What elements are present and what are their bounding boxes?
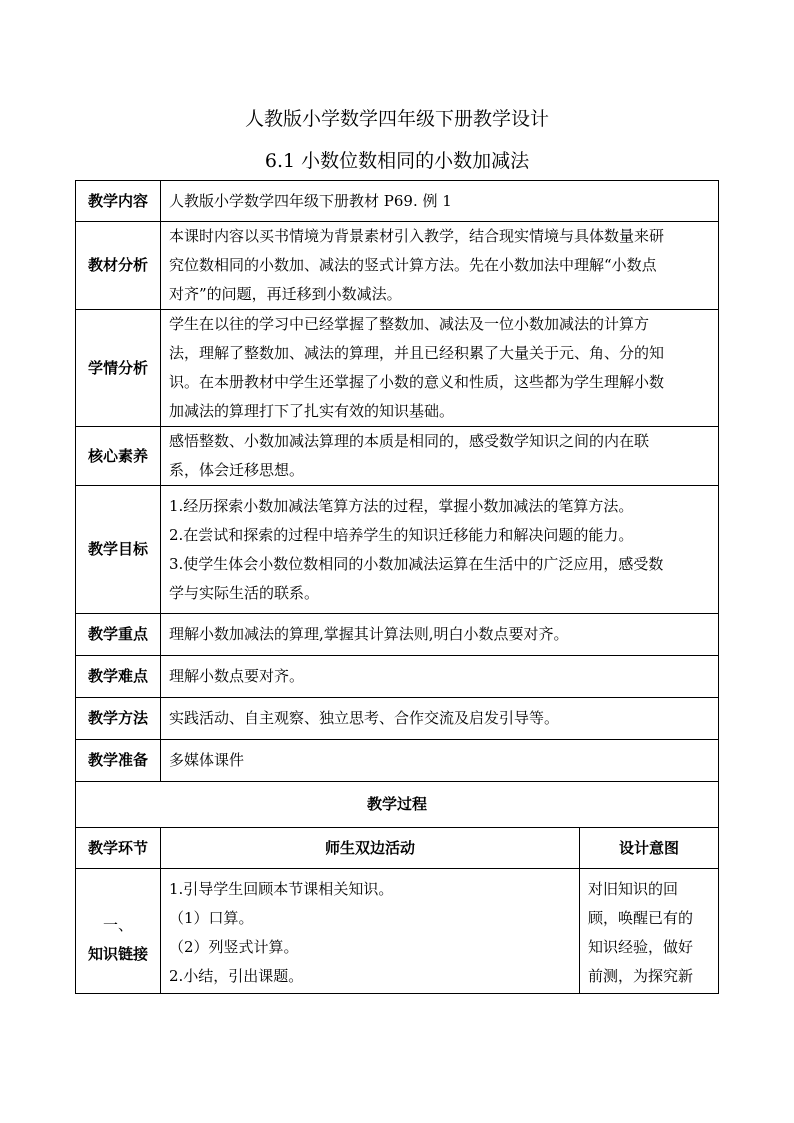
row-value [161,656,719,698]
stage-cell [76,869,161,994]
text-line: （2）列竖式计算。 [169,938,299,956]
activity-cell [161,869,580,994]
text-line: 对旧知识的回 [588,880,679,898]
row-knowledge-link [76,869,719,994]
text-line: 顾，唤醒已有的 [588,909,694,927]
row-teaching-methods [76,698,719,740]
text-line: 系，体会迁移思想。 [169,461,305,479]
text-line: 3.使学生体会小数位数相同的小数加减法运算在生活中的广泛应用，感受数 [169,554,664,573]
text-line: 2.在尝试和探索的过程中培养学生的知识迁移能力和解决问题的能力。 [169,525,634,544]
row-process-title [76,782,719,828]
intent-cell [580,869,719,994]
row-label: 教学目标 [76,486,161,614]
stage-number: 一、 [102,916,133,934]
row-key-points [76,614,719,656]
row-teaching-content [76,181,719,222]
row-teaching-goals [76,486,719,614]
header-stage: 教学环节 [76,828,161,869]
lesson-subtitle: 6.1 小数位数相同的小数加减法 [264,150,530,172]
text-line: 前测，为探究新 [588,967,694,985]
row-value [161,698,719,740]
row-label: 教材分析 [76,222,161,310]
text-line: 学生在以往的学习中已经掌握了整数加、减法及一位小数加减法的计算方 [169,315,650,333]
row-value [161,486,719,614]
row-value [161,310,719,427]
text-line: 法，理解了整数加、减法的算理，并且已经积累了大量关于元、角、分的知 [169,344,665,362]
row-material-analysis [76,222,719,310]
text-line: （1）口算。 [169,909,254,927]
row-label: 教学准备 [76,740,161,782]
row-label: 教学方法 [76,698,161,740]
row-value [161,740,719,782]
row-value [161,181,719,222]
text-line: 1.引导学生回顾本节课相关知识。 [169,880,394,898]
text-line: 多媒体课件 [169,751,245,769]
text-line: 知识经验，做好 [588,938,694,956]
process-header-row [76,828,719,869]
text-line: 理解小数点要对齐。 [169,667,305,685]
lesson-plan-table [75,180,719,994]
row-student-analysis [76,310,719,427]
row-label: 教学重点 [76,614,161,656]
text-line: 本课时内容以买书情境为背景素材引入教学，结合现实情境与具体数量来研 [169,227,665,245]
row-value [161,614,719,656]
text-line: 感悟整数、小数加减法算理的本质是相同的，感受数学知识之间的内在联 [169,432,650,450]
text-line: 2.小结，引出课题。 [169,967,304,985]
stage-name: 知识链接 [87,945,148,963]
text-line: 学与实际生活的联系。 [169,583,320,602]
header-activity: 师生双边活动 [161,828,580,869]
row-core-literacy [76,427,719,486]
text-line: 识。在本册教材中学生还掌握了小数的意义和性质，这些都为学生理解小数 [169,373,665,391]
text-line: 对齐”的问题，再迁移到小数减法。 [169,285,402,303]
process-title: 教学过程 [76,782,719,828]
text-line: 人教版小学数学四年级下册教材 P69. 例 1 [169,191,452,210]
row-label: 核心素养 [76,427,161,486]
row-difficulties [76,656,719,698]
text-line: 实践活动、自主观察、独立思考、合作交流及启发引导等。 [169,709,560,727]
row-label: 学情分析 [76,310,161,427]
header-intent: 设计意图 [580,828,719,869]
document-title: 人教版小学数学四年级下册教学设计 [244,108,549,130]
text-line: 1.经历探索小数加减法笔算方法的过程，掌握小数加减法的笔算方法。 [169,496,634,515]
row-value [161,222,719,310]
text-line: 加减法的算理打下了扎实有效的知识基础。 [169,402,455,420]
row-label: 教学内容 [76,181,161,222]
row-value [161,427,719,486]
text-line: 究位数相同的小数加、减法的竖式计算方法。先在小数加法中理解“小数点 [169,256,657,274]
row-preparation [76,740,719,782]
text-line: 理解小数加减法的算理,掌握其计算法则,明白小数点要对齐。 [169,625,569,643]
row-label: 教学难点 [76,656,161,698]
